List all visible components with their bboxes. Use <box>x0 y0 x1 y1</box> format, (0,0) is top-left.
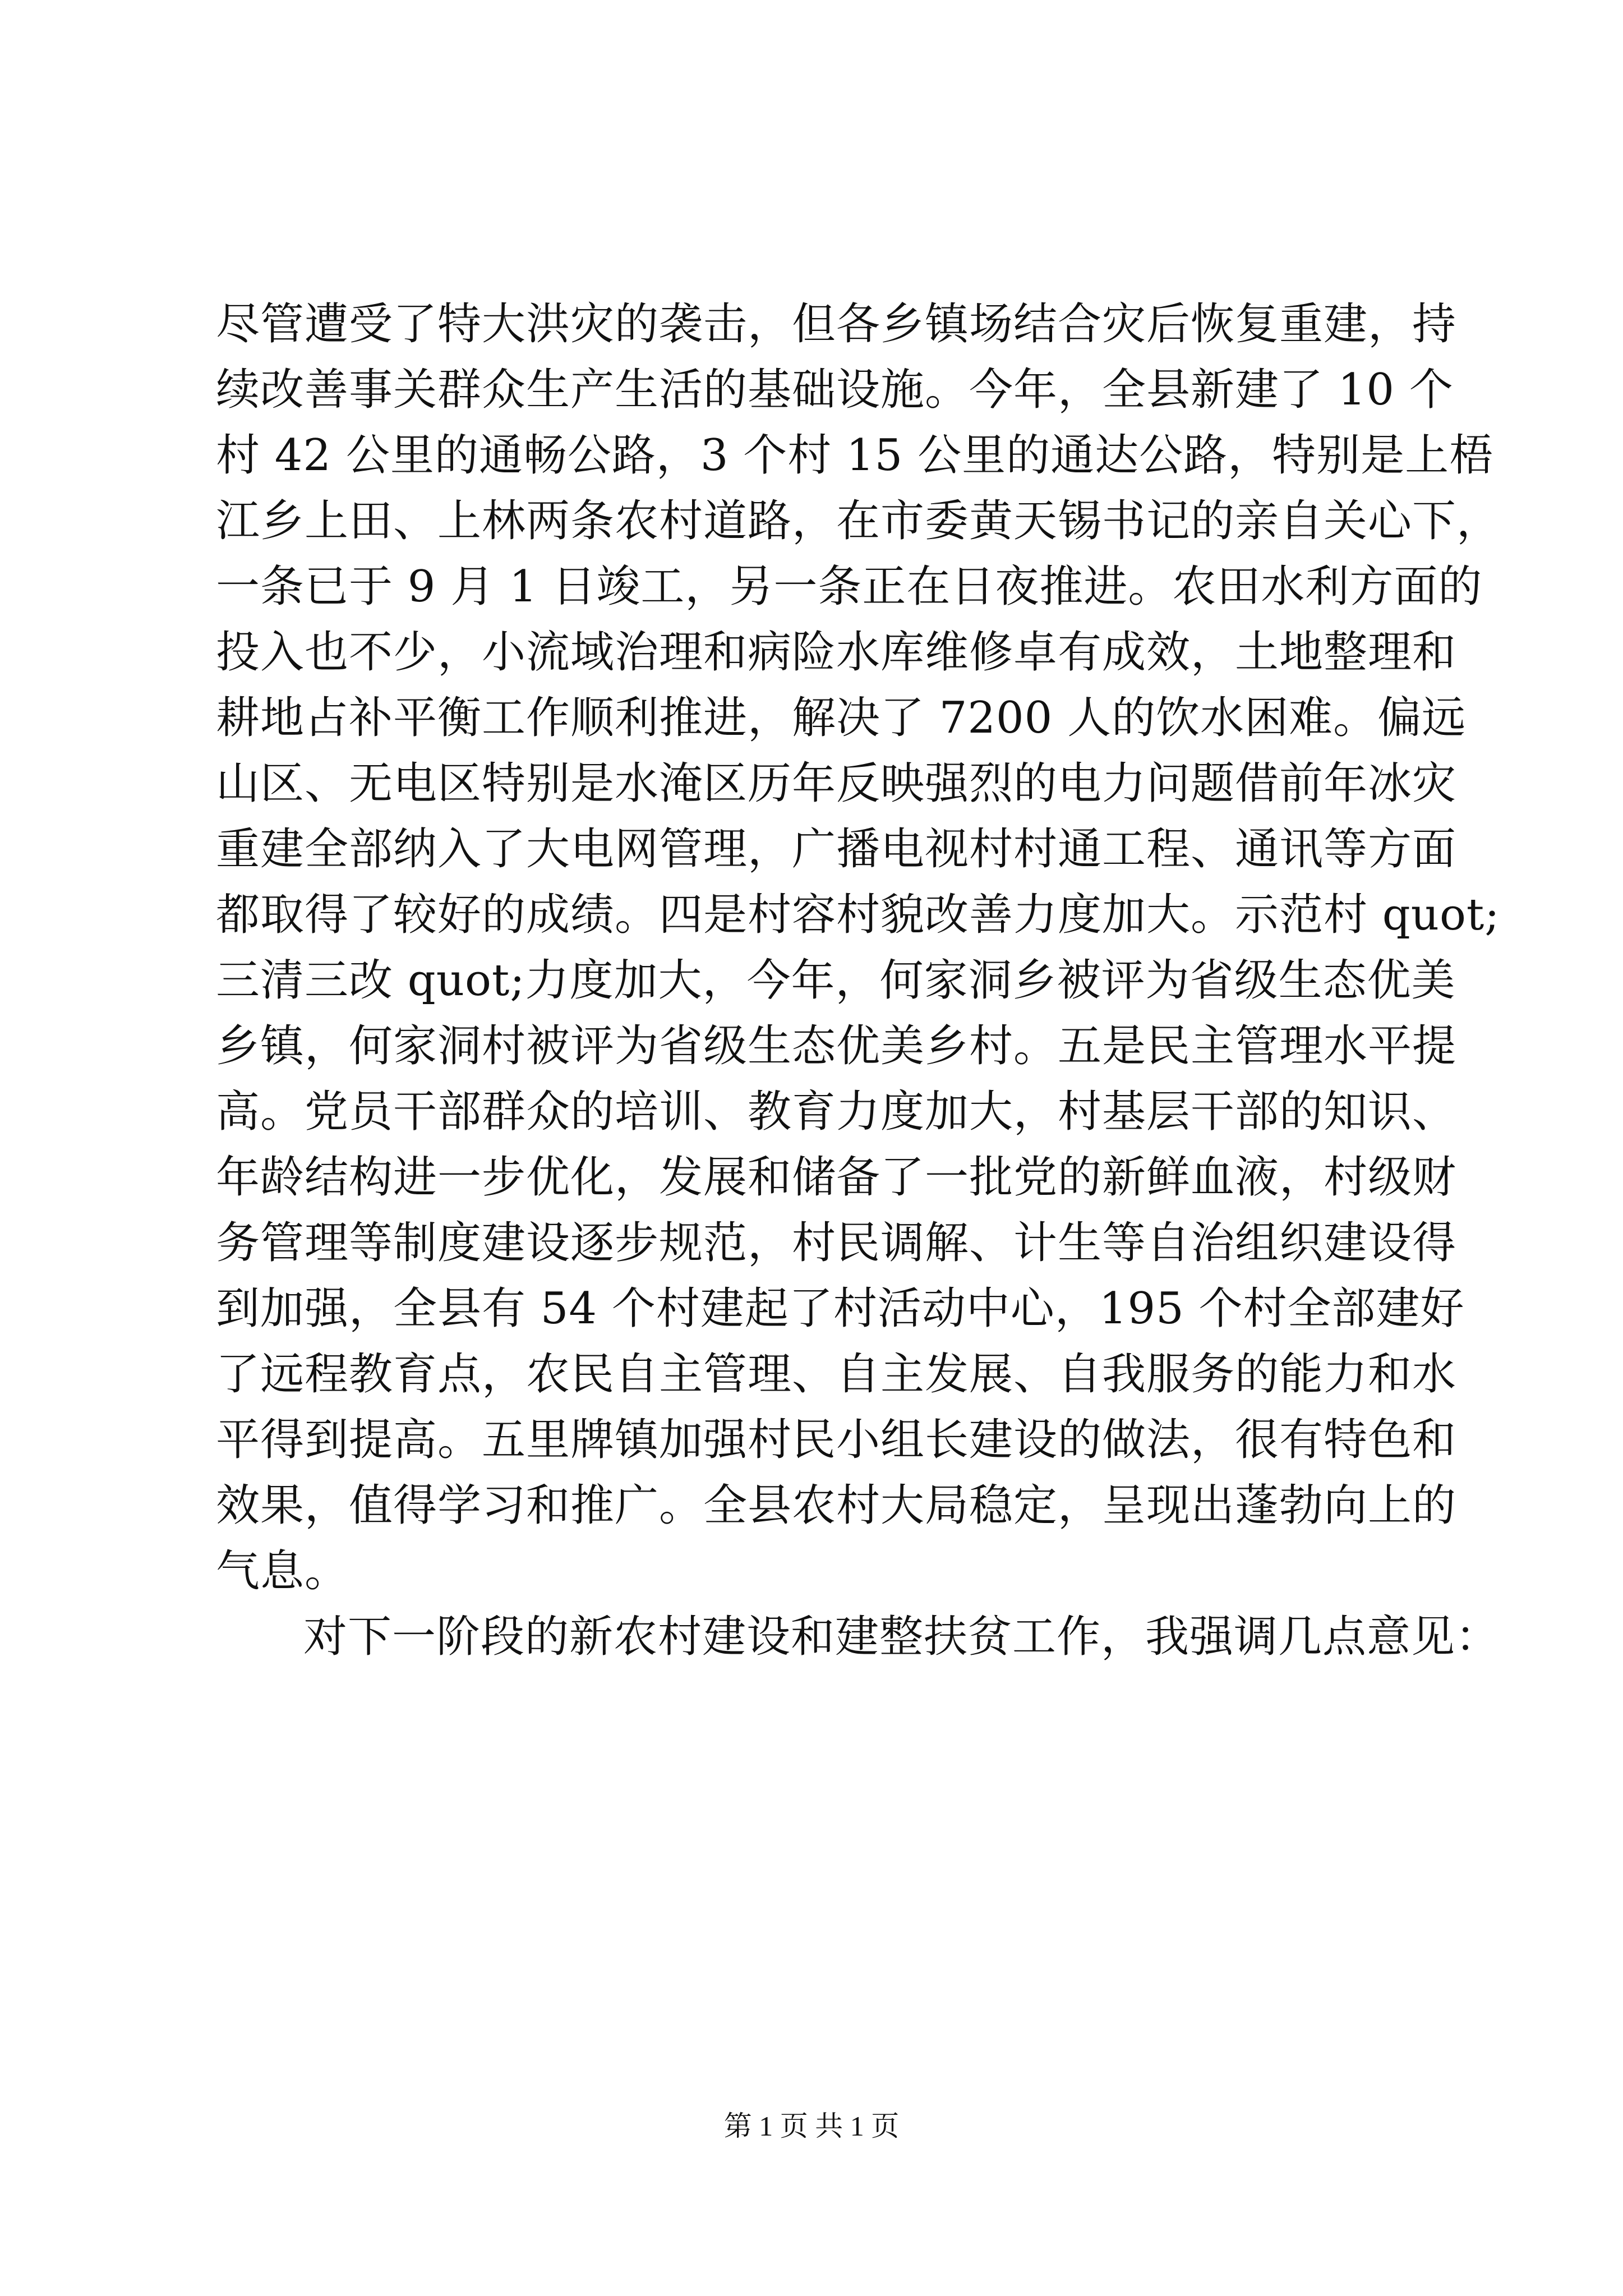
text-line: 高。党员干部群众的培训、教育力度加大，村基层干部的知识、 <box>216 1087 1457 1137</box>
text-line: 投入也不少，小流域治理和病险水库维修卓有成效，土地整理和 <box>216 627 1457 678</box>
text-line: 对下一阶段的新农村建设和建整扶贫工作，我强调几点意见： <box>303 1612 1500 1662</box>
paragraph <box>216 292 1501 1604</box>
paragraph <box>216 1604 1500 1670</box>
text-line: 务管理等制度建设逐步规范，村民调解、计生等自治组织建设得 <box>216 1218 1457 1268</box>
page-number-label: 第 1 页 共 1 页 <box>723 2110 900 2142</box>
text-line: 都取得了较好的成绩。四是村容村貌改善力度加大。示范村 quot; <box>216 890 1500 940</box>
text-line: 续改善事关群众生产生活的基础设施。今年，全县新建了 10 个 <box>216 365 1454 415</box>
text-line: 效果，值得学习和推广。全县农村大局稳定，呈现出蓬勃向上的 <box>216 1480 1457 1531</box>
text-line: 平得到提高。五里牌镇加强村民小组长建设的做法，很有特色和 <box>216 1415 1457 1465</box>
text-line: 年龄结构进一步优化，发展和储备了一批党的新鲜血液，村级财 <box>216 1152 1457 1203</box>
page-footer <box>0 2109 1623 2143</box>
text-line: 山区、无电区特别是水淹区历年反映强烈的电力问题借前年冰灾 <box>216 758 1457 809</box>
text-line: 村 42 公里的通畅公路，3 个村 15 公里的通达公路，特别是上梧 <box>216 430 1494 481</box>
text-line: 尽管遭受了特大洪灾的袭击，但各乡镇场结合灾后恢复重建，持 <box>216 299 1457 349</box>
text-line: 耕地占补平衡工作顺利推进，解决了 7200 人的饮水困难。偏远 <box>216 693 1467 743</box>
text-line: 气息。 <box>216 1546 349 1596</box>
text-line: 三清三改 quot;力度加大，今年，何家洞乡被评为省级生态优美 <box>216 955 1456 1006</box>
text-line: 一条已于 9 月 1 日竣工，另一条正在日夜推进。农田水利方面的 <box>216 562 1483 612</box>
text-line: 到加强，全县有 54 个村建起了村活动中心，195 个村全部建好 <box>216 1283 1465 1334</box>
text-line: 江乡上田、上林两条农村道路，在市委黄天锡书记的亲自关心下， <box>216 496 1501 546</box>
text-line: 乡镇，何家洞村被评为省级生态优美乡村。五是民主管理水平提 <box>216 1021 1457 1071</box>
text-line: 重建全部纳入了大电网管理，广播电视村村通工程、通讯等方面 <box>216 824 1457 875</box>
document-body <box>216 292 1501 1670</box>
text-line: 了远程教育点，农民自主管理、自主发展、自我服务的能力和水 <box>216 1349 1457 1400</box>
